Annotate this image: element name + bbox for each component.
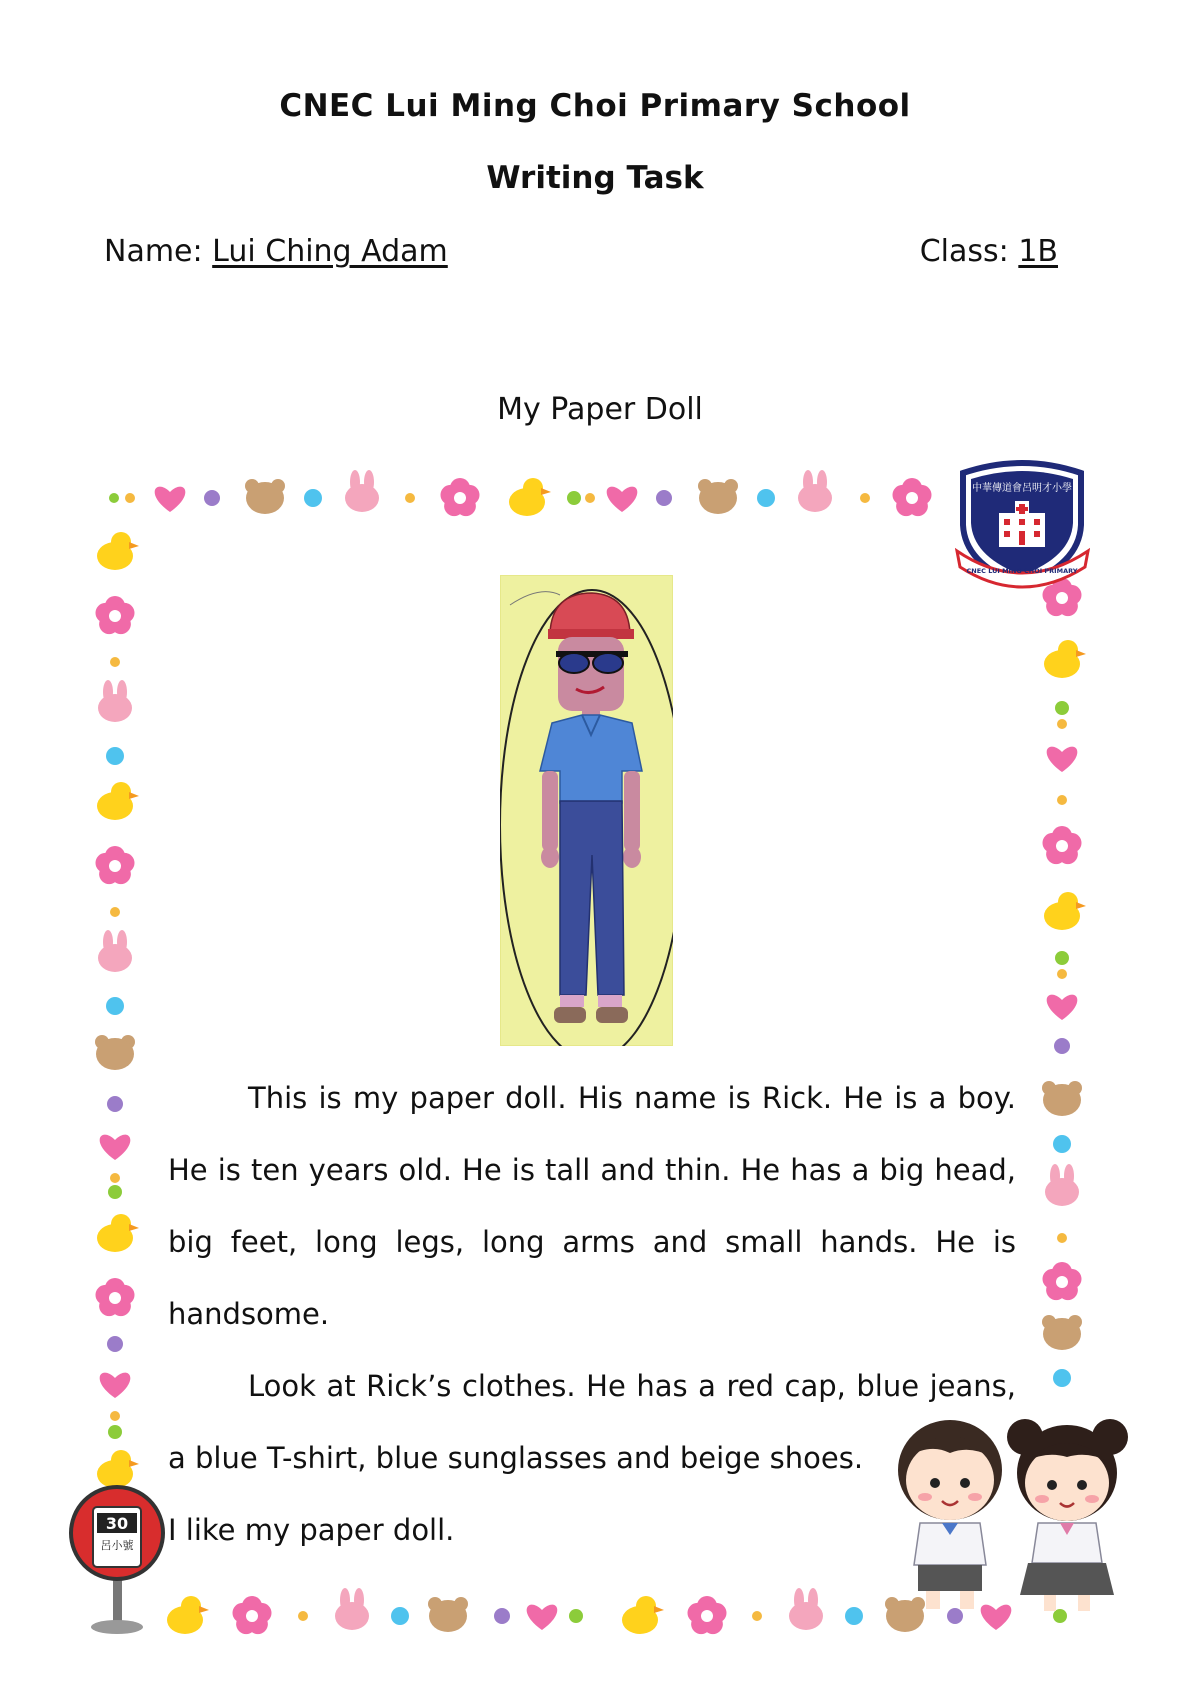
flower-icon (1042, 1262, 1081, 1300)
dot-icon (304, 489, 322, 507)
duck-icon (97, 782, 139, 820)
heart-icon (1047, 747, 1078, 772)
dot-icon (1057, 719, 1067, 729)
duck-icon (622, 1596, 664, 1634)
bus-stop-number: 30 (105, 1514, 129, 1533)
student-class: 1B (1018, 234, 1058, 269)
bunny-icon (345, 470, 379, 512)
dot-icon (1057, 969, 1067, 979)
dot-icon (109, 493, 119, 503)
dot-icon (106, 997, 124, 1015)
bunny-icon (335, 1588, 369, 1630)
dot-icon (405, 493, 415, 503)
essay-paragraph-3: I like my paper doll. (168, 1513, 455, 1547)
dot-icon (757, 489, 775, 507)
school-logo (955, 455, 1090, 595)
bunny-icon (98, 930, 132, 972)
duck-icon (509, 478, 551, 516)
dot-icon (569, 1609, 583, 1623)
dot-icon (656, 490, 672, 506)
bear-icon (698, 479, 738, 514)
task-title: Writing Task (486, 160, 704, 196)
paper-doll-photo (500, 575, 673, 1046)
dot-icon (752, 1611, 762, 1621)
dot-icon (108, 1425, 122, 1439)
dot-icon (110, 907, 120, 917)
bear-icon (428, 1597, 468, 1632)
bunny-icon (98, 680, 132, 722)
duck-icon (97, 1214, 139, 1252)
heart-icon (100, 1135, 131, 1160)
dot-icon (1055, 701, 1069, 715)
student-name: Lui Ching Adam (212, 234, 448, 269)
dot-icon (1055, 951, 1069, 965)
dot-icon (107, 1336, 123, 1352)
duck-icon (97, 1450, 139, 1488)
dot-icon (391, 1607, 409, 1625)
flower-icon (1042, 826, 1081, 864)
logo-chinese-text: 中華傳道會呂明才小學 (972, 483, 1072, 494)
dot-icon (585, 493, 595, 503)
heart-icon (1047, 995, 1078, 1020)
dot-icon (298, 1611, 308, 1621)
logo-english-text: CNEC LUI MING CHOI PRIMARY (966, 567, 1078, 575)
bear-icon (95, 1035, 135, 1070)
bunny-icon (789, 1588, 823, 1630)
heart-icon (607, 487, 638, 512)
dot-icon (125, 493, 135, 503)
dot-icon (1057, 795, 1067, 805)
school-name: CNEC Lui Ming Choi Primary School (279, 88, 911, 124)
flower-icon (95, 1278, 134, 1316)
dot-icon (494, 1608, 510, 1624)
duck-icon (1044, 640, 1086, 678)
dot-icon (1054, 1038, 1070, 1054)
dot-icon (107, 1096, 123, 1112)
flower-icon (440, 478, 479, 516)
dot-icon (1053, 1369, 1071, 1387)
duck-icon (1044, 892, 1086, 930)
dot-icon (204, 490, 220, 506)
bunny-icon (798, 470, 832, 512)
heart-icon (100, 1373, 131, 1398)
bus-stop-sign-illustration (65, 1485, 170, 1635)
essay-title: My Paper Doll (497, 392, 703, 427)
dot-icon (1057, 1233, 1067, 1243)
dot-icon (106, 747, 124, 765)
dot-icon (110, 1173, 120, 1183)
name-label: Name: (104, 234, 203, 269)
dot-icon (567, 491, 581, 505)
bear-icon (1042, 1315, 1082, 1350)
bear-icon (245, 479, 285, 514)
essay-paragraph-2: Look at Rick’s clothes. He has a red cap, blue jeans, a blue T-shirt, blue sunglasses and beige shoes. (168, 1369, 1016, 1475)
essay-paragraph-1: This is my paper doll. His name is Rick. He is a boy. He is ten years old. He is tall and thin. He has a big head, big feet, long legs, long arms and small hands. He is handsome. (168, 1081, 1016, 1331)
duck-icon (97, 532, 139, 570)
duck-icon (167, 1596, 209, 1634)
flower-icon (232, 1596, 271, 1634)
dot-icon (110, 1411, 120, 1421)
heart-icon (155, 487, 186, 512)
bunny-icon (1045, 1164, 1079, 1206)
class-label: Class: (919, 234, 1009, 269)
flower-icon (687, 1596, 726, 1634)
dot-icon (860, 493, 870, 503)
bus-stop-chinese-text: 呂小號 (100, 1539, 134, 1552)
dot-icon (110, 657, 120, 667)
students-illustration (880, 1395, 1130, 1615)
dot-icon (1053, 1135, 1071, 1153)
flower-icon (95, 846, 134, 884)
dot-icon (845, 1607, 863, 1625)
bear-icon (1042, 1081, 1082, 1116)
flower-icon (95, 596, 134, 634)
flower-icon (892, 478, 931, 516)
dot-icon (108, 1185, 122, 1199)
heart-icon (527, 1605, 558, 1630)
